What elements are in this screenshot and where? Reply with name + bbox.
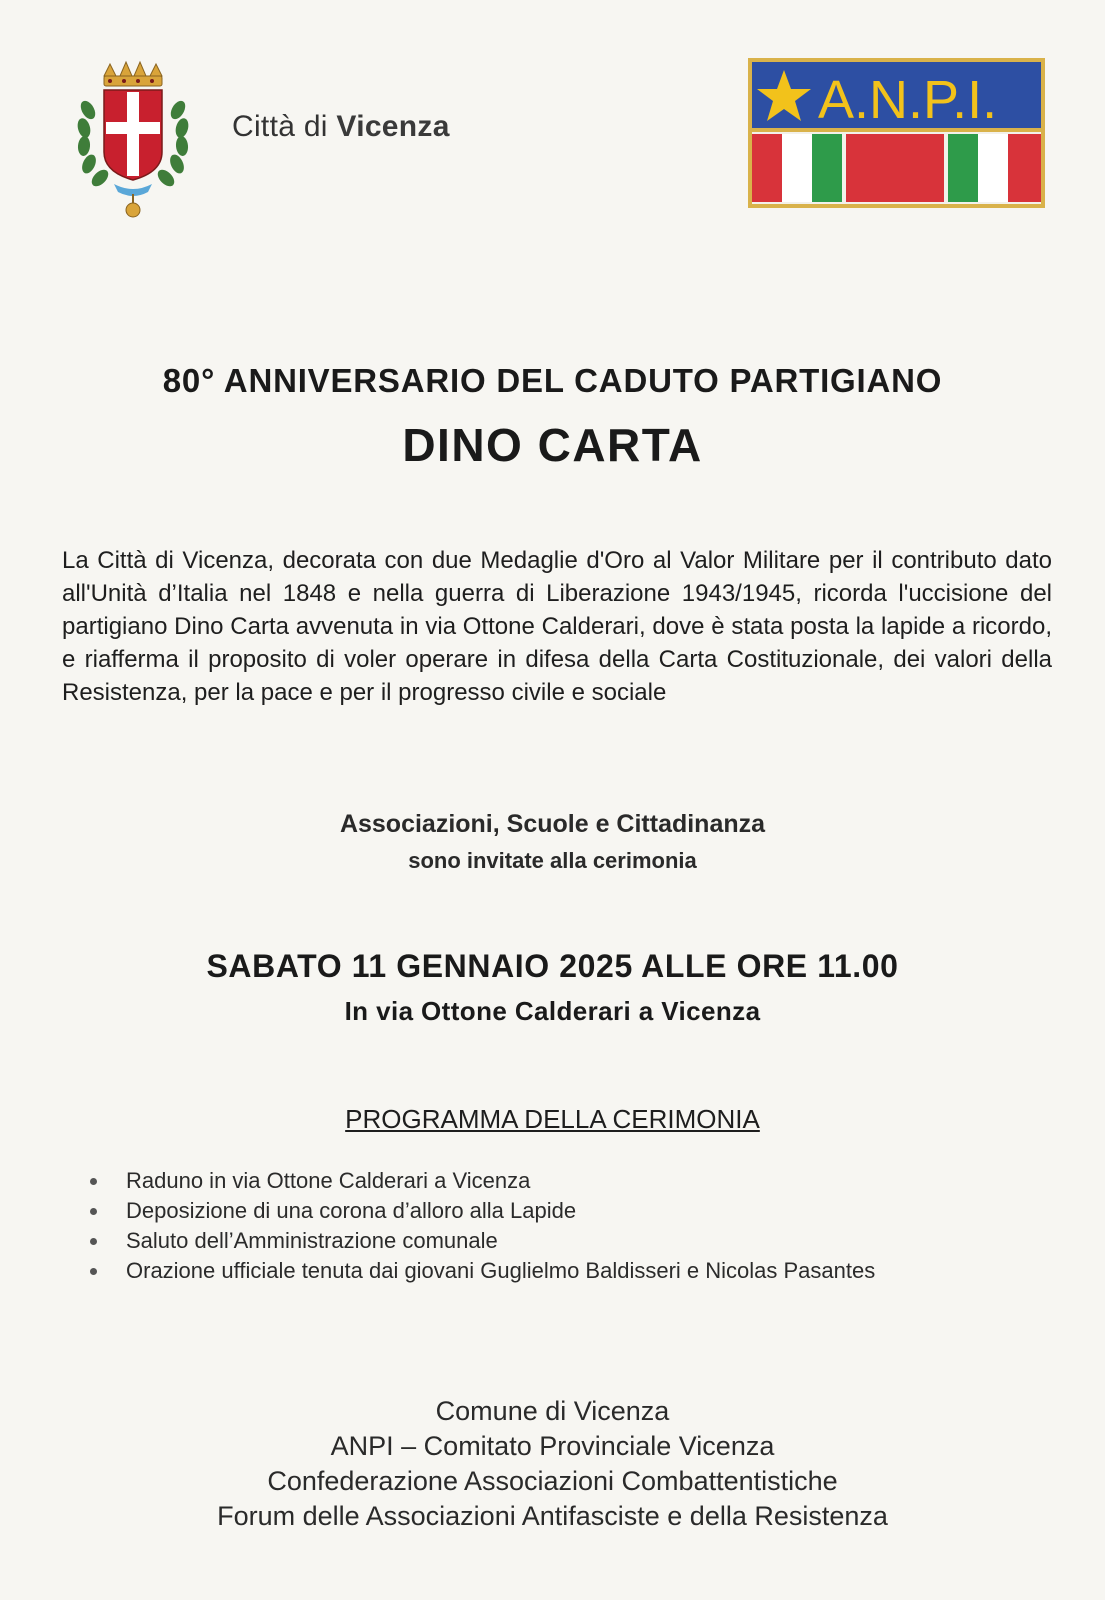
list-item [90,1166,1050,1196]
bullet-icon [90,1238,97,1245]
footer-line: Confederazione Associazioni Combattentistiche [267,1466,838,1496]
invitation-line2: sono invitate alla cerimonia [408,848,697,873]
list-item [90,1226,1050,1256]
body-paragraph: La Città di Vicenza, decorata con due Medaglie d'Oro al Valor Militare per il contributo dato all'Unità d’Italia nel 1848 e nella guerra di Liberazione 1943/1945, ricorda l'uccisione del partigiano Dino Carta avvenuta in via Ottone Calderari, dove è stata posta la lapide a ricordo, e riafferma il proposito di voler operare in difesa della Carta Costituzionale, dei valori della Resistenza, per la pace e per il progresso civile e sociale [62,547,1052,706]
city-prefix: Città di [232,110,328,143]
anpi-logo-icon [748,58,1045,208]
programme-item: Orazione ufficiale tenuta dai giovani Guglielmo Baldisseri e Nicolas Pasantes [126,1258,876,1283]
programme-item: Raduno in via Ottone Calderari a Vicenza [126,1168,531,1193]
event-location: In via Ottone Calderari a Vicenza [344,996,761,1026]
bullet-icon [90,1178,97,1185]
invitation-line1: Associazioni, Scuole e Cittadinanza [339,810,766,838]
bullet-icon [90,1268,97,1275]
city-name [232,110,450,144]
vicenza-crest-icon [74,60,192,220]
programme-title: PROGRAMMA DELLA CERIMONIA [345,1104,760,1134]
anpi-logo-text: A.N.P.I. [818,70,998,130]
programme-list [90,1166,1050,1286]
bullet-icon [90,1208,97,1215]
city-name-bold: Vicenza [336,110,450,143]
list-item [90,1256,1050,1286]
programme-item: Deposizione di una corona d’alloro alla Lapide [126,1198,577,1223]
event-date-time: SABATO 11 GENNAIO 2025 ALLE ORE 11.00 [206,948,899,984]
footer-line: Forum delle Associazioni Antifasciste e della Resistenza [217,1501,888,1531]
programme-item: Saluto dell’Amministrazione comunale [126,1228,498,1253]
title-anniversary: 80° ANNIVERSARIO DEL CADUTO PARTIGIANO [162,362,943,399]
footer-organizers [0,1394,1105,1534]
footer-line: Comune di Vicenza [435,1396,670,1426]
list-item [90,1196,1050,1226]
title-name: DINO CARTA [402,419,703,471]
footer-line: ANPI – Comitato Provinciale Vicenza [330,1431,775,1461]
